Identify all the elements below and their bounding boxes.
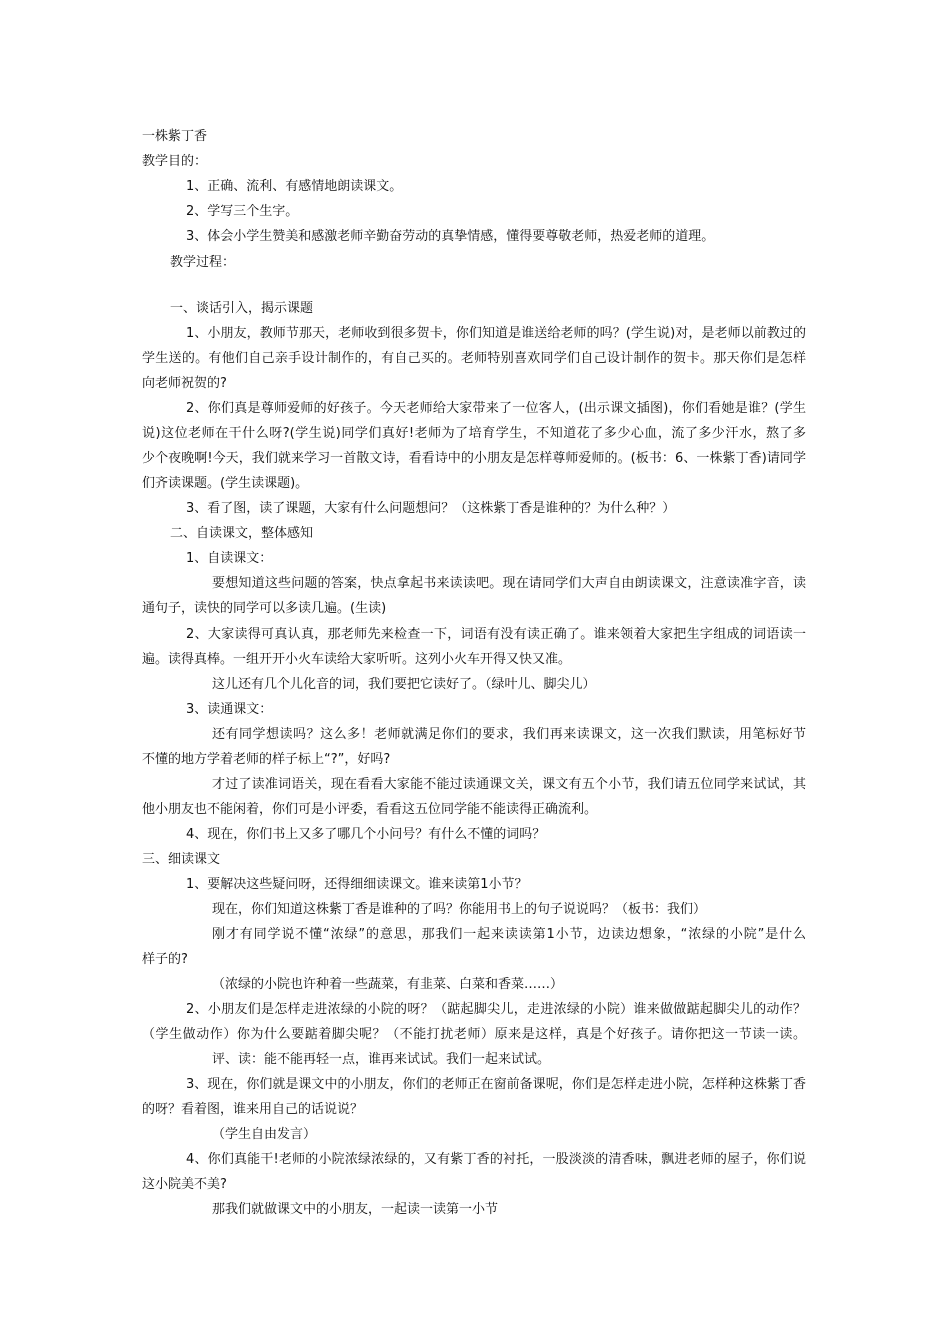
- paragraph-line: 3、读通课文：: [186, 702, 273, 717]
- paragraph-line: 2、大家读得可真认真，那老师先来检查一下，词语有没有读正确了。谁来领着大家把生字组成的词语读一: [186, 627, 806, 642]
- paragraph-line: （学生做动作）你为什么要踮着脚尖呢？（不能打扰老师）原来是这样，真是个好孩子。请你把这一节读一读。: [142, 1027, 806, 1042]
- paragraph-line: 4、现在，你们书上又多了哪几个小问号？有什么不懂的词吗？: [186, 827, 546, 842]
- paragraph-line: 3、现在，你们就是课文中的小朋友，你们的老师正在窗前备课呢，你们是怎样走进小院，怎样种这株紫丁香: [186, 1077, 806, 1092]
- section-heading-objectives: 教学目的：: [142, 154, 208, 169]
- part-heading-3: 三、细读课文: [142, 852, 221, 867]
- document-title: 一株紫丁香: [142, 129, 208, 144]
- paragraph-line: 现在，你们知道这株紫丁香是谁种的了吗？你能用书上的句子说说吗？（板书：我们）: [212, 902, 707, 917]
- paragraph-line: 1、自读课文：: [186, 551, 273, 566]
- paragraph-line: 刚才有同学说不懂“浓绿”的意思，那我们一起来读读第1小节，边读边想象，“浓绿的小院”是什么: [212, 927, 806, 942]
- paragraph-line: 1、要解决这些疑问呀，还得细细读课文。谁来读第1小节？: [186, 877, 528, 892]
- paragraph-line: 这儿还有几个儿化音的词，我们要把它读好了。（绿叶儿、脚尖儿）: [212, 677, 596, 692]
- paragraph-line: 不懂的地方学着老师的样子标上“?”，好吗?: [142, 752, 391, 767]
- objective-3: 3、体会小学生赞美和感激老师辛勤奋劳动的真挚情感，懂得要尊敬老师，热爱老师的道理。: [186, 229, 715, 244]
- paragraph-line: 通句子，读快的同学可以多读几遍。(生读): [142, 601, 387, 616]
- paragraph-line: 向老师祝贺的?: [142, 376, 227, 391]
- section-heading-process: 教学过程：: [170, 255, 236, 270]
- paragraph-line: 那我们就做课文中的小朋友，一起读一读第一小节: [212, 1202, 499, 1217]
- paragraph-line: 才过了读准词语关，现在看看大家能不能过读通课文关，课文有五个小节，我们请五位同学来试试，其: [212, 777, 806, 792]
- paragraph-line: 遍。读得真棒。一组开开小火车读给大家听听。这列小火车开得又快又准。: [142, 652, 572, 667]
- paragraph-line: 说)这位老师在干什么呀?(学生说)同学们真好!老师为了培育学生，不知道花了多少心血，流了多少汗水，熬了多: [142, 426, 806, 441]
- paragraph-line: （浓绿的小院也许种着一些蔬菜，有韭菜、白菜和香菜……）: [212, 977, 564, 992]
- objective-2: 2、学写三个生字。: [186, 204, 299, 219]
- paragraph-line: 3、看了图，读了课题，大家有什么问题想问？（这株紫丁香是谁种的？为什么种？）: [186, 501, 676, 516]
- paragraph-line: 4、你们真能干!老师的小院浓绿浓绿的，又有紫丁香的衬托，一股淡淡的清香味，飘进老师的屋子，你们说: [186, 1152, 806, 1167]
- paragraph-line: 还有同学想读吗？这么多！老师就满足你们的要求，我们再来读课文，这一次我们默读，用笔标好节: [212, 727, 806, 742]
- paragraph-line: 评、读：能不能再轻一点，谁再来试试。我们一起来试试。: [212, 1052, 551, 1067]
- paragraph-line: 的呀？看着图，谁来用自己的话说说？: [142, 1102, 364, 1117]
- paragraph-line: 2、小朋友们是怎样走进浓绿的小院的呀？（踮起脚尖儿，走进浓绿的小院）谁来做做踮起脚尖儿的动作？: [186, 1002, 806, 1017]
- paragraph-line: 样子的?: [142, 952, 188, 967]
- paragraph-line: 这小院美不美?: [142, 1177, 227, 1192]
- paragraph-line: 2、你们真是尊师爱师的好孩子。今天老师给大家带来了一位客人，(出示课文插图)，你们看她是谁？(学生: [186, 401, 806, 416]
- paragraph-line: 少个夜晚啊!今天，我们就来学习一首散文诗，看看诗中的小朋友是怎样尊师爱师的。(板书：6、一株紫丁香)请同学: [142, 451, 806, 466]
- paragraph-line: 学生送的。有他们自己亲手设计制作的，有自己买的。老师特别喜欢同学们自己设计制作的贺卡。那天你们是怎样: [142, 351, 806, 366]
- part-heading-1: 一、谈话引入，揭示课题: [170, 301, 314, 316]
- objective-1: 1、正确、流利、有感情地朗读课文。: [186, 179, 403, 194]
- part-heading-2: 二、自读课文，整体感知: [170, 526, 314, 541]
- paragraph-line: 他小朋友也不能闲着，你们可是小评委，看看这五位同学能不能读得正确流利。: [142, 802, 598, 817]
- paragraph-line: 1、小朋友，教师节那天，老师收到很多贺卡，你们知道是谁送给老师的吗？(学生说)对，是老师以前教过的: [186, 326, 806, 341]
- paragraph-line: 们齐读课题。(学生读课题)。: [142, 476, 309, 491]
- paragraph-line: （学生自由发言）: [212, 1127, 317, 1142]
- paragraph-line: 要想知道这些问题的答案，快点拿起书来读读吧。现在请同学们大声自由朗读课文，注意读准字音，读: [212, 576, 806, 591]
